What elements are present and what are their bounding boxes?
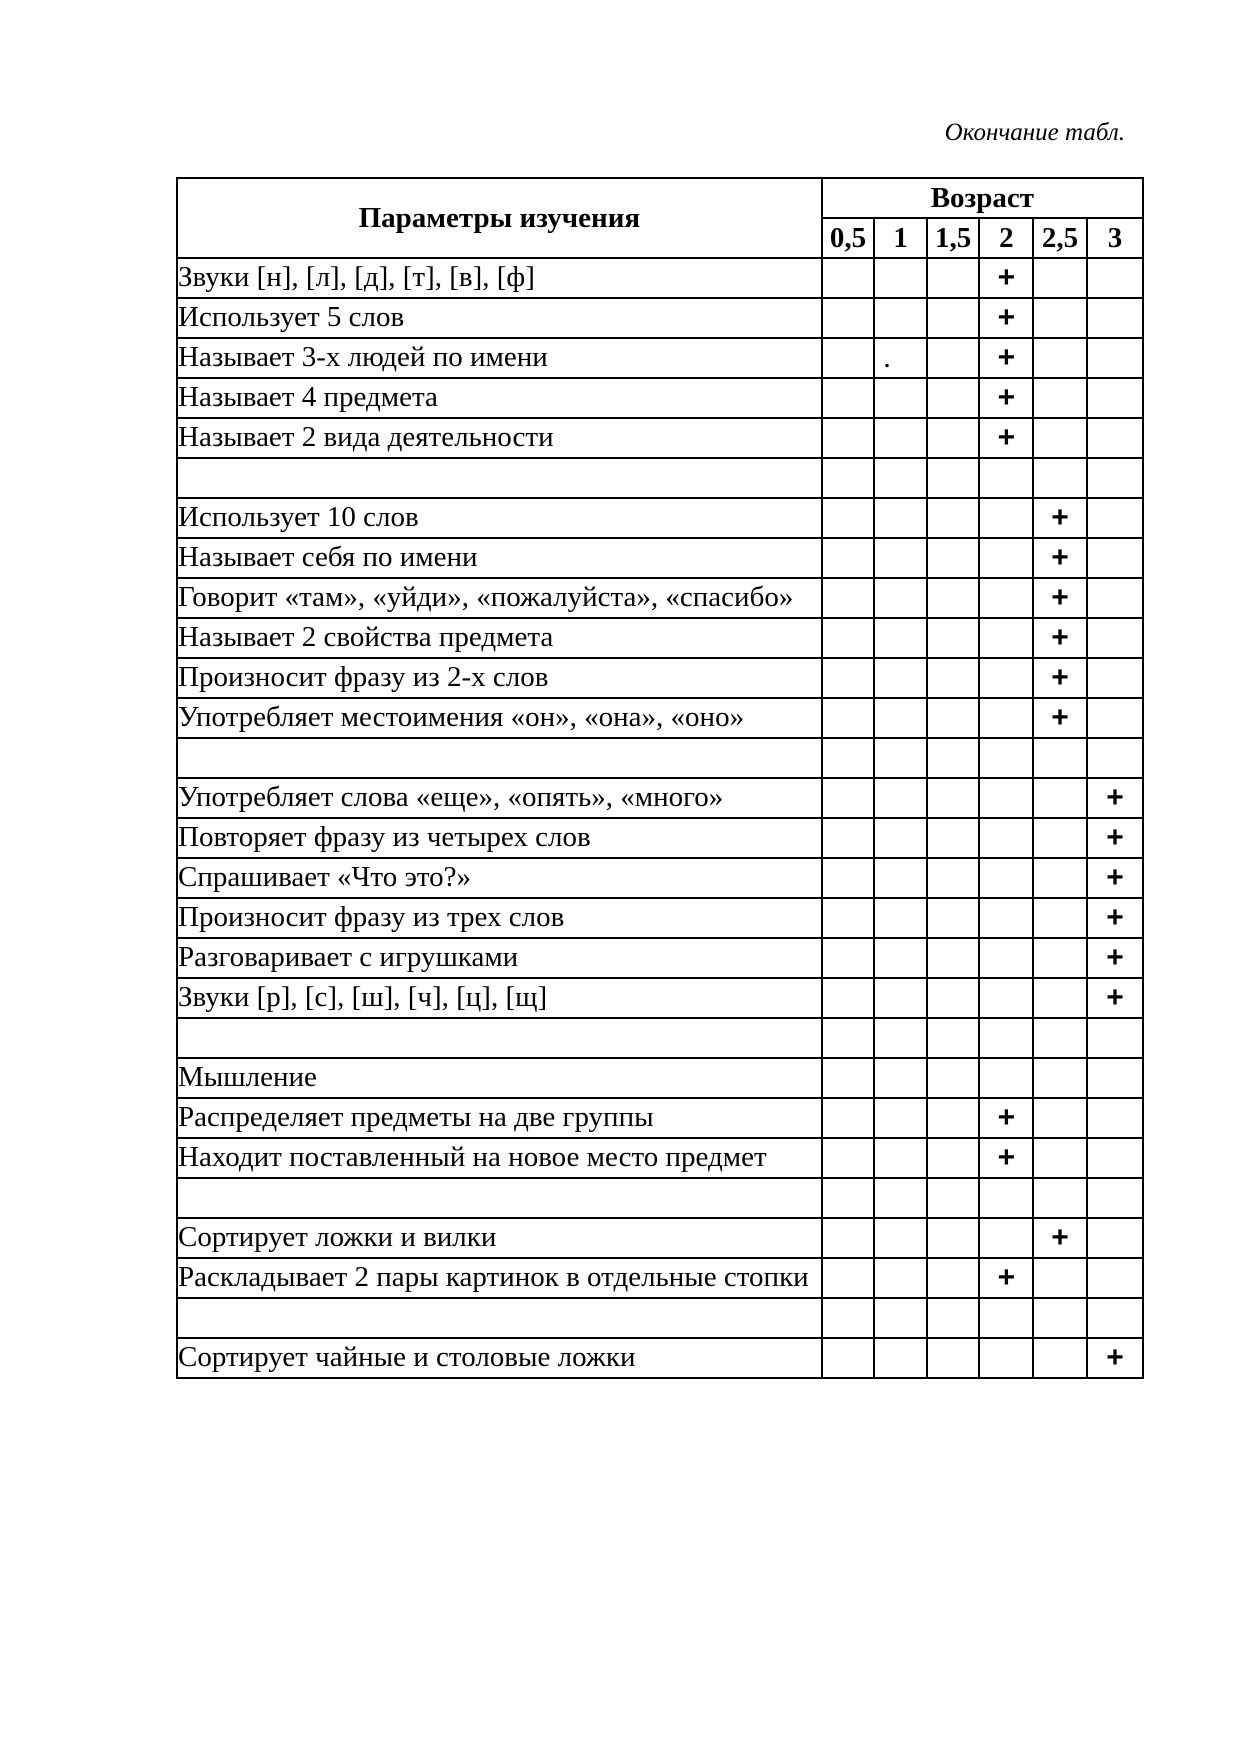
age-mark-cell: + — [979, 378, 1033, 418]
empty-mark-cell — [874, 698, 927, 738]
empty-mark-cell — [874, 1258, 927, 1298]
empty-mark-cell — [822, 538, 875, 578]
parameter-label: Звуки [р], [с], [ш], [ч], [ц], [щ] — [177, 978, 822, 1018]
empty-mark-cell — [979, 578, 1033, 618]
empty-mark-cell — [927, 1298, 980, 1338]
empty-mark-cell — [822, 1058, 875, 1098]
empty-mark-cell — [927, 938, 980, 978]
parameter-label: Называет 3-х людей по имени — [177, 338, 822, 378]
age-mark-cell: + — [979, 1258, 1033, 1298]
empty-mark-cell — [927, 418, 980, 458]
empty-mark-cell — [874, 1178, 927, 1218]
empty-mark-cell — [927, 458, 980, 498]
empty-mark-cell — [1033, 1298, 1087, 1338]
table-row — [177, 578, 1143, 618]
empty-mark-cell — [1087, 618, 1143, 658]
empty-mark-cell — [822, 738, 875, 778]
table-row — [177, 1218, 1143, 1258]
empty-mark-cell — [822, 578, 875, 618]
empty-mark-cell — [1033, 258, 1087, 298]
table-row — [177, 1018, 1143, 1058]
age-column-header: 2,5 — [1033, 218, 1087, 258]
empty-mark-cell — [1033, 298, 1087, 338]
empty-mark-cell — [1033, 458, 1087, 498]
empty-mark-cell — [874, 1338, 927, 1378]
parameter-label: Произносит фразу из 2-х слов — [177, 658, 822, 698]
empty-mark-cell — [979, 738, 1033, 778]
table-row — [177, 498, 1143, 538]
parameter-label: Называет 2 вида деятельности — [177, 418, 822, 458]
empty-mark-cell — [874, 1018, 927, 1058]
empty-mark-cell — [979, 1218, 1033, 1258]
age-mark-cell: + — [1033, 578, 1087, 618]
empty-mark-cell — [979, 538, 1033, 578]
empty-mark-cell — [1087, 298, 1143, 338]
empty-mark-cell — [1033, 858, 1087, 898]
empty-mark-cell — [1087, 458, 1143, 498]
empty-mark-cell — [979, 938, 1033, 978]
age-mark-cell: + — [1087, 978, 1143, 1018]
empty-mark-cell — [822, 618, 875, 658]
empty-mark-cell — [927, 978, 980, 1018]
empty-mark-cell — [822, 338, 875, 378]
table-row — [177, 658, 1143, 698]
age-mark-cell: + — [979, 338, 1033, 378]
table-row — [177, 778, 1143, 818]
table-row — [177, 458, 1143, 498]
empty-mark-cell — [979, 1058, 1033, 1098]
empty-mark-cell — [927, 298, 980, 338]
empty-mark-cell — [1087, 1258, 1143, 1298]
empty-mark-cell — [1033, 1258, 1087, 1298]
development-parameters-table — [176, 177, 1144, 1379]
empty-mark-cell — [979, 458, 1033, 498]
parameters-header: Параметры изучения — [177, 178, 822, 258]
parameter-label: Называет себя по имени — [177, 538, 822, 578]
age-column-header: 1 — [874, 218, 927, 258]
empty-mark-cell — [979, 818, 1033, 858]
empty-mark-cell — [1087, 1178, 1143, 1218]
empty-mark-cell — [1087, 658, 1143, 698]
empty-mark-cell — [874, 898, 927, 938]
empty-mark-cell — [874, 1298, 927, 1338]
empty-mark-cell — [822, 1018, 875, 1058]
empty-mark-cell — [822, 1258, 875, 1298]
empty-mark-cell — [874, 578, 927, 618]
header-row-top — [177, 178, 1143, 218]
table-row — [177, 858, 1143, 898]
age-mark-cell: + — [1087, 938, 1143, 978]
empty-mark-cell — [874, 938, 927, 978]
empty-mark-cell — [822, 858, 875, 898]
empty-mark-cell — [822, 1298, 875, 1338]
empty-mark-cell — [1087, 698, 1143, 738]
empty-mark-cell — [874, 1058, 927, 1098]
empty-mark-cell — [927, 258, 980, 298]
empty-mark-cell — [1033, 898, 1087, 938]
empty-mark-cell — [1087, 538, 1143, 578]
table-row — [177, 898, 1143, 938]
empty-separator-cell — [177, 738, 822, 778]
age-mark-cell: + — [1033, 538, 1087, 578]
parameter-label: Употребляет слова «еще», «опять», «много» — [177, 778, 822, 818]
parameter-label: Звуки [н], [л], [д], [т], [в], [ф] — [177, 258, 822, 298]
age-mark-cell: + — [979, 418, 1033, 458]
parameter-label: Сортирует чайные и столовые ложки — [177, 1338, 822, 1378]
empty-separator-cell — [177, 458, 822, 498]
empty-mark-cell — [874, 298, 927, 338]
parameter-label: Сортирует ложки и вилки — [177, 1218, 822, 1258]
empty-mark-cell — [1033, 1058, 1087, 1098]
empty-mark-cell — [874, 538, 927, 578]
empty-mark-cell — [874, 498, 927, 538]
empty-mark-cell — [874, 258, 927, 298]
empty-mark-cell — [1087, 738, 1143, 778]
empty-mark-cell — [822, 1098, 875, 1138]
empty-mark-cell — [874, 458, 927, 498]
table-row — [177, 818, 1143, 858]
empty-mark-cell — [927, 1218, 980, 1258]
table-row — [177, 938, 1143, 978]
age-mark-cell: + — [1087, 898, 1143, 938]
table-row — [177, 1338, 1143, 1378]
table-row — [177, 378, 1143, 418]
empty-mark-cell — [822, 978, 875, 1018]
table-continuation-caption: Окончание табл. — [944, 119, 1125, 146]
empty-separator-cell — [177, 1018, 822, 1058]
empty-mark-cell — [874, 858, 927, 898]
empty-mark-cell — [979, 1018, 1033, 1058]
parameter-label: Раскладывает 2 пары картинок в отдельные стопки — [177, 1258, 822, 1298]
age-column-header: 2 — [979, 218, 1033, 258]
empty-mark-cell — [979, 498, 1033, 538]
table-row — [177, 1298, 1143, 1338]
table-row — [177, 738, 1143, 778]
empty-mark-cell — [822, 298, 875, 338]
empty-mark-cell — [979, 698, 1033, 738]
empty-mark-cell — [822, 898, 875, 938]
empty-mark-cell — [1033, 1338, 1087, 1378]
empty-mark-cell — [1033, 1178, 1087, 1218]
age-mark-cell: + — [1033, 698, 1087, 738]
empty-mark-cell — [927, 1098, 980, 1138]
empty-mark-cell — [927, 698, 980, 738]
empty-mark-cell — [1087, 1018, 1143, 1058]
empty-mark-cell — [927, 1178, 980, 1218]
parameter-label: Распределяет предметы на две группы — [177, 1098, 822, 1138]
empty-mark-cell — [874, 1138, 927, 1178]
empty-mark-cell — [927, 578, 980, 618]
empty-mark-cell — [979, 1298, 1033, 1338]
table-row — [177, 1138, 1143, 1178]
table-row — [177, 1098, 1143, 1138]
table-row — [177, 418, 1143, 458]
parameter-label: Называет 4 предмета — [177, 378, 822, 418]
empty-mark-cell — [927, 538, 980, 578]
empty-mark-cell — [874, 978, 927, 1018]
empty-mark-cell — [979, 858, 1033, 898]
table-row — [177, 1258, 1143, 1298]
empty-mark-cell — [874, 738, 927, 778]
empty-mark-cell — [822, 1338, 875, 1378]
empty-mark-cell — [979, 978, 1033, 1018]
empty-mark-cell — [1087, 1138, 1143, 1178]
empty-mark-cell — [874, 778, 927, 818]
age-mark-cell: + — [1033, 658, 1087, 698]
table-row — [177, 978, 1143, 1018]
empty-mark-cell — [822, 1138, 875, 1178]
empty-mark-cell — [822, 418, 875, 458]
parameter-label: Спрашивает «Что это?» — [177, 858, 822, 898]
empty-mark-cell — [979, 1338, 1033, 1378]
age-mark-cell: + — [1033, 618, 1087, 658]
empty-mark-cell — [1087, 1058, 1143, 1098]
age-mark-cell: + — [1033, 1218, 1087, 1258]
empty-mark-cell — [874, 1218, 927, 1258]
empty-mark-cell — [1087, 378, 1143, 418]
empty-mark-cell — [874, 618, 927, 658]
empty-mark-cell — [822, 258, 875, 298]
age-mark-cell: + — [1087, 1338, 1143, 1378]
table-row — [177, 698, 1143, 738]
age-column-header: 1,5 — [927, 218, 980, 258]
empty-mark-cell — [979, 898, 1033, 938]
empty-mark-cell — [1033, 778, 1087, 818]
empty-mark-cell — [1033, 738, 1087, 778]
table-row — [177, 258, 1143, 298]
age-header: Возраст — [822, 178, 1143, 218]
age-column-header: 0,5 — [822, 218, 875, 258]
table-row — [177, 1178, 1143, 1218]
empty-mark-cell — [927, 858, 980, 898]
empty-mark-cell — [1087, 338, 1143, 378]
empty-mark-cell — [1033, 978, 1087, 1018]
age-mark-cell: . — [874, 338, 927, 378]
empty-mark-cell — [874, 418, 927, 458]
empty-mark-cell — [1033, 818, 1087, 858]
age-mark-cell: + — [1087, 778, 1143, 818]
empty-mark-cell — [927, 658, 980, 698]
empty-mark-cell — [1087, 1218, 1143, 1258]
empty-mark-cell — [822, 818, 875, 858]
empty-mark-cell — [822, 938, 875, 978]
empty-mark-cell — [1087, 578, 1143, 618]
empty-mark-cell — [927, 378, 980, 418]
age-mark-cell: + — [1033, 498, 1087, 538]
empty-mark-cell — [927, 818, 980, 858]
table-row — [177, 618, 1143, 658]
empty-mark-cell — [1033, 938, 1087, 978]
empty-mark-cell — [1033, 1138, 1087, 1178]
age-mark-cell: + — [1087, 858, 1143, 898]
empty-mark-cell — [822, 378, 875, 418]
empty-mark-cell — [822, 658, 875, 698]
empty-mark-cell — [1087, 418, 1143, 458]
age-mark-cell: + — [1087, 818, 1143, 858]
empty-mark-cell — [927, 498, 980, 538]
empty-mark-cell — [822, 1218, 875, 1258]
parameter-label: Находит поставленный на новое место предмет — [177, 1138, 822, 1178]
empty-mark-cell — [822, 778, 875, 818]
empty-mark-cell — [1087, 258, 1143, 298]
empty-mark-cell — [927, 1138, 980, 1178]
age-mark-cell: + — [979, 258, 1033, 298]
age-mark-cell: + — [979, 1138, 1033, 1178]
table-row — [177, 298, 1143, 338]
empty-mark-cell — [927, 1338, 980, 1378]
empty-mark-cell — [927, 1258, 980, 1298]
empty-mark-cell — [1087, 498, 1143, 538]
empty-mark-cell — [927, 338, 980, 378]
age-column-header: 3 — [1087, 218, 1143, 258]
table-row — [177, 538, 1143, 578]
empty-mark-cell — [979, 778, 1033, 818]
empty-mark-cell — [979, 1178, 1033, 1218]
empty-mark-cell — [874, 658, 927, 698]
age-mark-cell: + — [979, 298, 1033, 338]
empty-mark-cell — [927, 778, 980, 818]
empty-mark-cell — [822, 698, 875, 738]
empty-mark-cell — [927, 1058, 980, 1098]
empty-mark-cell — [1033, 1018, 1087, 1058]
empty-mark-cell — [822, 458, 875, 498]
empty-mark-cell — [979, 658, 1033, 698]
empty-mark-cell — [1087, 1098, 1143, 1138]
empty-mark-cell — [979, 618, 1033, 658]
empty-mark-cell — [874, 818, 927, 858]
parameter-label: Говорит «там», «уйди», «пожалуйста», «спасибо» — [177, 578, 822, 618]
parameter-label: Разговаривает с игрушками — [177, 938, 822, 978]
empty-mark-cell — [1033, 378, 1087, 418]
parameter-label: Использует 10 слов — [177, 498, 822, 538]
table-body — [177, 258, 1143, 1378]
empty-mark-cell — [1033, 338, 1087, 378]
empty-mark-cell — [1033, 418, 1087, 458]
parameter-label: Употребляет местоимения «он», «она», «оно» — [177, 698, 822, 738]
empty-mark-cell — [822, 1178, 875, 1218]
empty-separator-cell — [177, 1178, 822, 1218]
empty-mark-cell — [927, 738, 980, 778]
parameter-label: Повторяет фразу из четырех слов — [177, 818, 822, 858]
empty-separator-cell — [177, 1298, 822, 1338]
empty-mark-cell — [1087, 1298, 1143, 1338]
parameter-label: Использует 5 слов — [177, 298, 822, 338]
parameter-label: Мышление — [177, 1058, 822, 1098]
empty-mark-cell — [874, 378, 927, 418]
empty-mark-cell — [1033, 1098, 1087, 1138]
empty-mark-cell — [822, 498, 875, 538]
empty-mark-cell — [927, 1018, 980, 1058]
age-mark-cell: + — [979, 1098, 1033, 1138]
empty-mark-cell — [874, 1098, 927, 1138]
table-row — [177, 338, 1143, 378]
empty-mark-cell — [927, 618, 980, 658]
empty-mark-cell — [927, 898, 980, 938]
parameter-label: Произносит фразу из трех слов — [177, 898, 822, 938]
parameter-label: Называет 2 свойства предмета — [177, 618, 822, 658]
table-row — [177, 1058, 1143, 1098]
